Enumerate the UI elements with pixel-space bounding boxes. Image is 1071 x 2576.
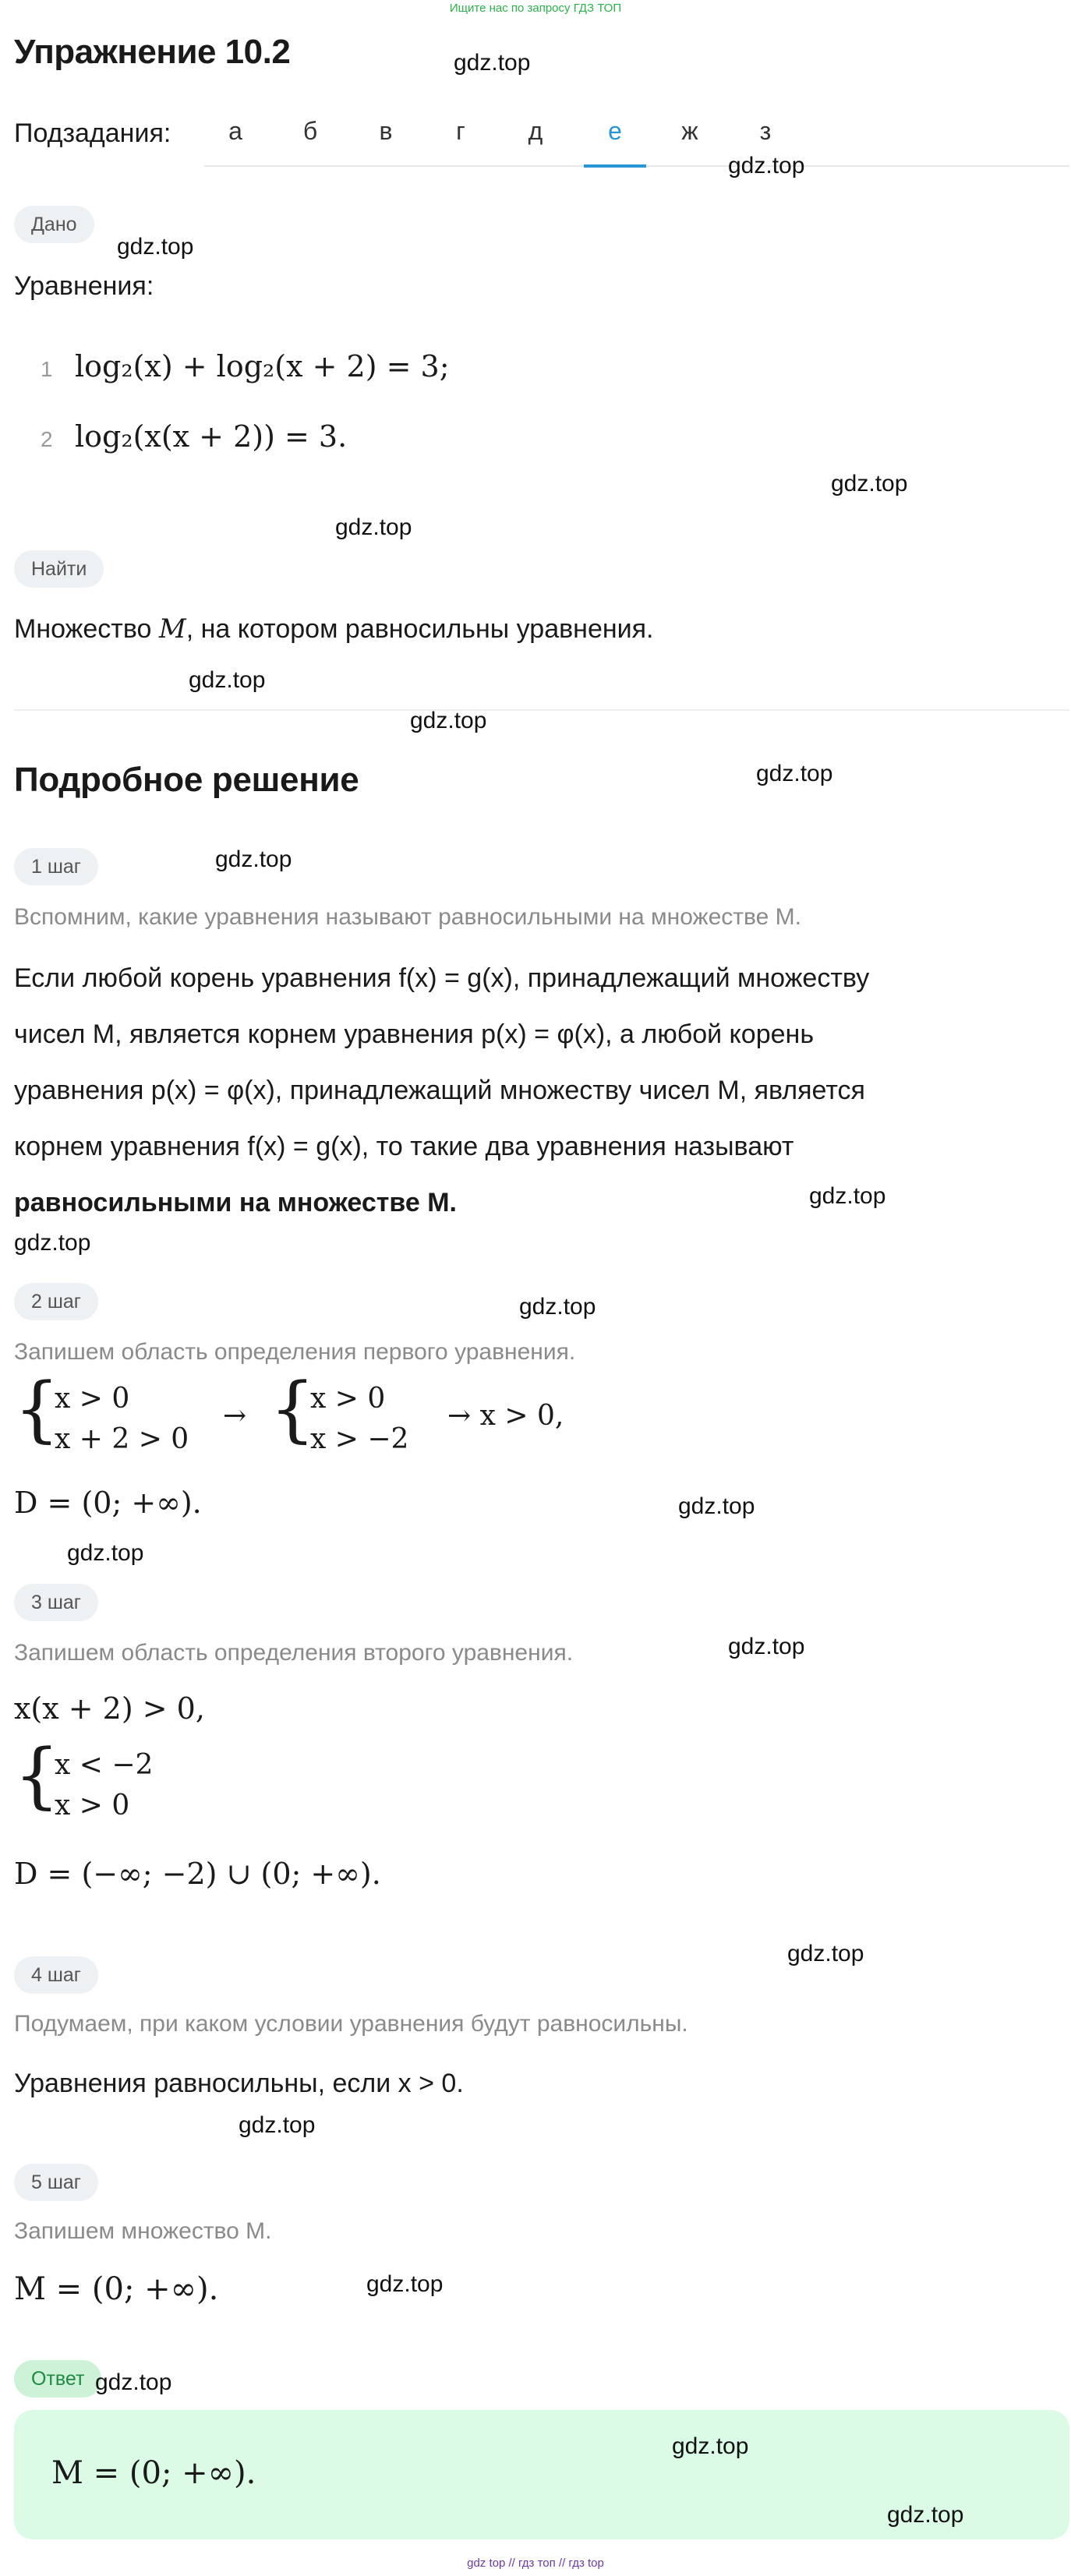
watermark: gdz.top	[728, 1634, 805, 1659]
tab-v[interactable]: в	[379, 117, 393, 145]
step-2-hint: Запишем область определения первого уравнения.	[14, 1339, 576, 1365]
subtasks-label: Подзадания:	[14, 118, 171, 148]
system-brace: {	[14, 1733, 60, 1817]
tab-zh[interactable]: ж	[681, 117, 698, 145]
watermark: gdz.top	[117, 234, 194, 260]
step-3-hint: Запишем область определения второго уравнения.	[14, 1640, 574, 1666]
given-heading: Уравнения:	[14, 271, 154, 301]
active-tab-indicator	[584, 164, 646, 168]
watermark: gdz.top	[519, 1294, 596, 1320]
watermark: gdz.top	[672, 2433, 749, 2459]
footer-links[interactable]: gdz top // гдз топ // гдз top	[467, 2557, 604, 2570]
watermark: gdz.top	[239, 2112, 316, 2138]
step-1-line-1: Если любой корень уравнения f(x) = g(x), принадлежащий множеству	[14, 963, 870, 993]
step-2-domain: D = (0; +∞).	[14, 1486, 202, 1520]
equation-number: 1	[41, 357, 53, 381]
equation-number: 2	[41, 427, 53, 451]
page-title: Упражнение 10.2	[14, 33, 291, 71]
watermark: gdz.top	[678, 1493, 755, 1519]
divider	[14, 709, 1069, 711]
given-badge: Дано	[14, 206, 94, 243]
tab-a[interactable]: а	[228, 117, 242, 145]
find-badge: Найти	[14, 550, 104, 588]
step-5-badge: 5 шаг	[14, 2164, 98, 2201]
system-3-row-1: x < −2	[55, 1749, 154, 1781]
watermark: gdz.top	[67, 1540, 144, 1566]
equation-2: log₂(x(x + 2)) = 3.	[75, 419, 348, 454]
watermark: gdz.top	[756, 761, 833, 786]
step-1-badge: 1 шаг	[14, 848, 98, 885]
watermark: gdz.top	[831, 471, 908, 496]
step-4-hint: Подумаем, при каком условии уравнения будут равносильны.	[14, 2011, 688, 2037]
watermark: gdz.top	[410, 708, 487, 733]
step-1-line-4: корнем уравнения f(x) = g(x), то такие два уравнения называют	[14, 1132, 794, 1161]
step-4-badge: 4 шаг	[14, 1956, 98, 1994]
step-1-line-2: чисел M, является корнем уравнения p(x) = φ(x), а любой корень	[14, 1019, 815, 1049]
step-1-line-3: уравнения p(x) = φ(x), принадлежащий множеству чисел M, является	[14, 1076, 865, 1105]
system-1-row-1: x > 0	[55, 1383, 130, 1415]
system-2-row-2: x > −2	[310, 1423, 409, 1455]
tab-b[interactable]: б	[302, 117, 318, 145]
top-note: Ищите нас по запросу ГДЗ ТОП	[449, 2, 622, 15]
solution-title: Подробное решение	[14, 761, 359, 799]
step-2-result: → x > 0,	[447, 1400, 564, 1432]
step-2-badge: 2 шаг	[14, 1283, 98, 1320]
watermark: gdz.top	[189, 667, 266, 693]
step-1-hint: Вспомним, какие уравнения называют равносильными на множестве M.	[14, 904, 801, 930]
find-text: Множество M, на котором равносильны уравнения.	[14, 613, 654, 645]
step-3-domain: D = (−∞; −2) ∪ (0; +∞).	[14, 1857, 381, 1891]
step-5-result: M = (0; +∞).	[14, 2271, 219, 2307]
step-3-inequality: x(x + 2) > 0,	[14, 1691, 205, 1726]
tab-d[interactable]: д	[528, 117, 543, 145]
tab-e[interactable]: е	[608, 117, 622, 145]
watermark: gdz.top	[14, 1230, 91, 1256]
watermark: gdz.top	[95, 2369, 172, 2395]
system-brace: {	[14, 1367, 60, 1451]
system-1-row-2: x + 2 > 0	[55, 1423, 189, 1455]
system-2-row-1: x > 0	[310, 1383, 386, 1415]
tab-g[interactable]: г	[456, 117, 465, 145]
tab-z[interactable]: з	[759, 117, 772, 145]
watermark: gdz.top	[787, 1941, 864, 1966]
step-1-line-5: равносильными на множестве M.	[14, 1188, 457, 1217]
step-5-hint: Запишем множество M.	[14, 2218, 272, 2244]
watermark: gdz.top	[366, 2271, 444, 2297]
implies-arrow: →	[223, 1400, 247, 1432]
watermark: gdz.top	[809, 1183, 886, 1209]
watermark: gdz.top	[728, 153, 805, 178]
watermark: gdz.top	[454, 50, 531, 76]
step-4-text: Уравнения равносильны, если x > 0.	[14, 2069, 464, 2098]
system-brace: {	[270, 1367, 316, 1451]
watermark: gdz.top	[335, 514, 412, 540]
subtask-tabs	[204, 109, 1069, 167]
answer-badge: Ответ	[14, 2360, 101, 2398]
equation-1: log₂(x) + log₂(x + 2) = 3;	[75, 349, 450, 383]
watermark: gdz.top	[215, 846, 292, 872]
system-3-row-2: x > 0	[55, 1790, 130, 1822]
answer-text: M = (0; +∞).	[51, 2455, 256, 2491]
watermark: gdz.top	[887, 2502, 964, 2528]
step-3-badge: 3 шаг	[14, 1584, 98, 1621]
